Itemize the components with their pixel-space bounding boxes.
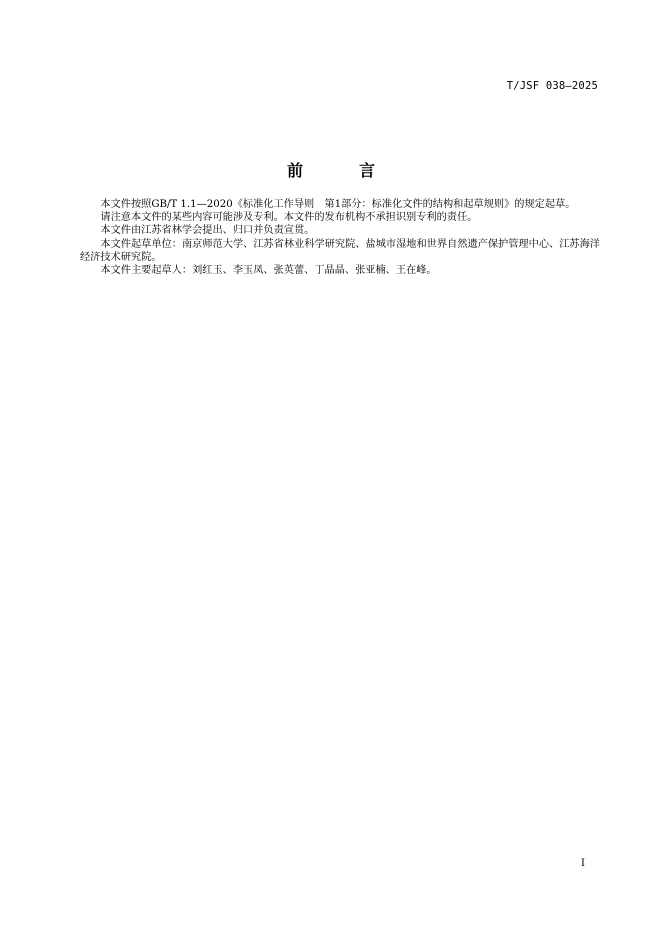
paragraph-patent-notice: 请注意本文件的某些内容可能涉及专利。本文件的发布机构不承担识别专利的责任。 [100,212,478,224]
paragraph-drafters: 本文件主要起草人：刘红玉、李玉凤、张英蕾、丁晶晶、张亚楠、王在峰。 [100,265,437,277]
page-title: 前 言 [286,161,395,180]
standard-code: T/JSF 038—2025 [506,80,598,92]
paragraph-drafting-units: 本文件起草单位：南京师范大学、江苏省林业科学研究院、盐城市湿地和世界自然遗产保护管理中心、江苏海洋经济技术研究院。 [80,238,600,263]
paragraph-proposer: 本文件由江苏省林学会提出、归口并负责宣贯。 [100,225,315,237]
foreword-body [80,198,600,277]
paragraph-drafting-rules: 本文件按照GB/T 1.1—2020《标准化工作导则 第1部分：标准化文件的结构和起草规则》的规定起草。 [100,199,576,210]
page-number: I [581,858,585,869]
